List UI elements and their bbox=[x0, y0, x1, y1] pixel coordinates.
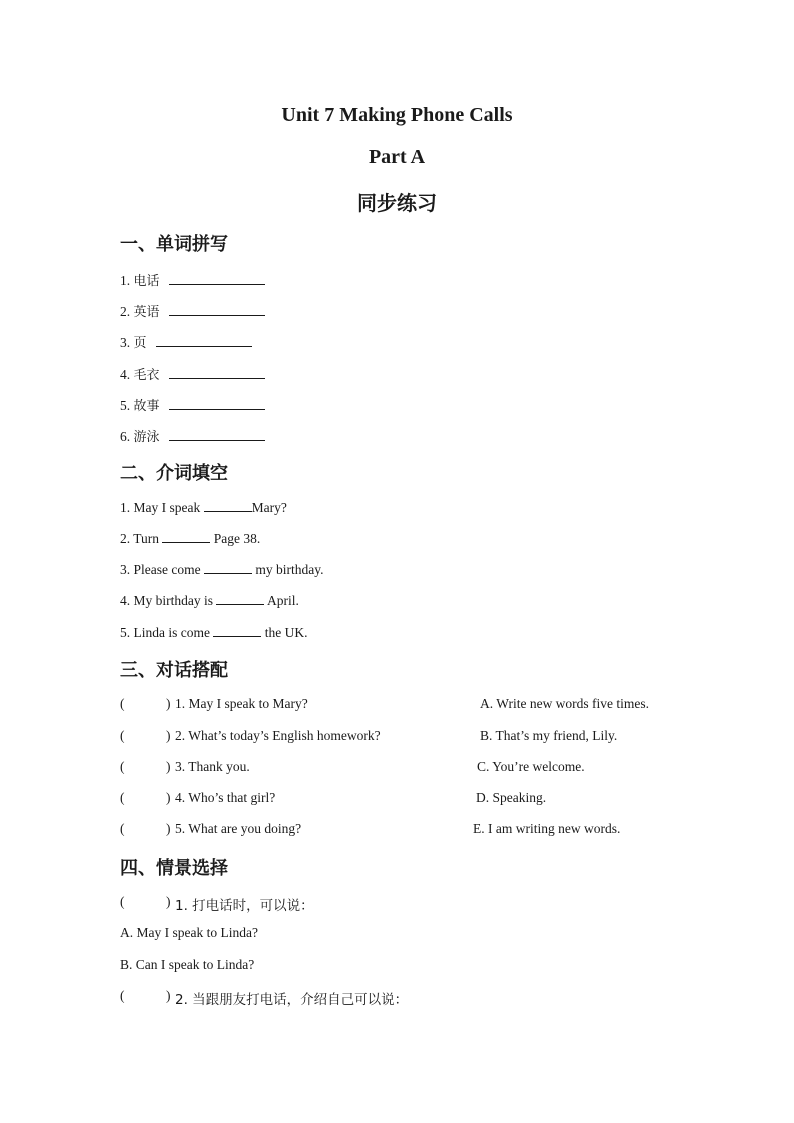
spelling-item bbox=[120, 301, 265, 320]
section-heading-matching: 三、对话搭配 bbox=[120, 660, 228, 681]
matching-question: 2. What’s today’s English homework? bbox=[175, 728, 381, 743]
spelling-item bbox=[120, 395, 265, 414]
section-heading-spelling: 一、单词拼写 bbox=[120, 234, 228, 255]
preposition-item bbox=[120, 530, 260, 547]
matching-question: 3. Thank you. bbox=[175, 759, 250, 774]
item-number: 2. bbox=[120, 304, 131, 319]
matching-question: 1. May I speak to Mary? bbox=[175, 696, 308, 711]
close-paren: ) bbox=[166, 894, 171, 909]
sentence-end: Page 38. bbox=[210, 531, 261, 546]
part-label: Part A bbox=[368, 146, 426, 168]
close-paren: ) bbox=[166, 728, 171, 743]
preposition-item bbox=[120, 624, 307, 641]
sentence-end: Mary? bbox=[251, 500, 287, 515]
item-word: 故事 bbox=[133, 399, 160, 414]
matching-question: 5. What are you doing? bbox=[175, 821, 302, 836]
option-b: B. Can I speak to Linda? bbox=[120, 957, 255, 972]
answer-blank[interactable] bbox=[204, 499, 252, 512]
answer-blank[interactable] bbox=[169, 303, 265, 316]
page-title: Unit 7 Making Phone Calls bbox=[281, 104, 513, 126]
close-paren: ) bbox=[166, 696, 171, 711]
item-word: 电话 bbox=[133, 274, 160, 289]
answer-blank[interactable] bbox=[162, 530, 210, 543]
open-paren: ( bbox=[120, 696, 125, 711]
page-subtitle: 同步练习 bbox=[357, 191, 437, 215]
sentence-start: 3. Please come bbox=[120, 562, 204, 577]
situation-prompt: 2. 当跟朋友打电话，介绍自己可以说： bbox=[175, 992, 409, 1008]
sentence-start: 5. Linda is come bbox=[120, 625, 214, 640]
answer-blank[interactable] bbox=[216, 592, 264, 605]
item-number: 1. bbox=[120, 273, 131, 288]
item-word: 英语 bbox=[133, 305, 160, 320]
close-paren: ) bbox=[166, 759, 171, 774]
item-number: 4. bbox=[120, 367, 131, 382]
answer-blank[interactable] bbox=[204, 561, 252, 574]
close-paren: ) bbox=[166, 821, 171, 836]
matching-answer: D. Speaking. bbox=[476, 790, 547, 805]
item-number: 6. bbox=[120, 429, 131, 444]
answer-blank[interactable] bbox=[169, 428, 265, 441]
open-paren: ( bbox=[120, 790, 125, 805]
item-number: 3. bbox=[120, 335, 131, 350]
matching-answer: C. You’re welcome. bbox=[477, 759, 585, 774]
open-paren: ( bbox=[120, 988, 125, 1003]
spelling-item bbox=[120, 426, 265, 445]
matching-answer: B. That’s my friend, Lily. bbox=[480, 728, 618, 743]
item-number: 5. bbox=[120, 398, 131, 413]
open-paren: ( bbox=[120, 894, 125, 909]
option-a: A. May I speak to Linda? bbox=[120, 925, 258, 940]
matching-answer: E. I am writing new words. bbox=[473, 821, 621, 836]
section-heading-situations: 四、情景选择 bbox=[120, 858, 228, 879]
open-paren: ( bbox=[120, 821, 125, 836]
item-word: 游泳 bbox=[133, 430, 160, 445]
matching-answer: A. Write new words five times. bbox=[480, 696, 650, 711]
situation-prompt: 1. 打电话时，可以说： bbox=[175, 898, 314, 914]
section-heading-prepositions: 二、介词填空 bbox=[120, 463, 228, 484]
spelling-item bbox=[120, 364, 265, 383]
answer-blank[interactable] bbox=[213, 624, 261, 637]
matching-question: 4. Who’s that girl? bbox=[175, 790, 276, 805]
answer-blank[interactable] bbox=[169, 366, 265, 379]
sentence-end: my birthday. bbox=[251, 562, 324, 577]
item-word: 页 bbox=[133, 336, 147, 351]
sentence-end: April. bbox=[264, 593, 299, 608]
sentence-end: the UK. bbox=[261, 625, 308, 640]
sentence-start: 1. May I speak bbox=[120, 500, 204, 515]
answer-blank[interactable] bbox=[169, 272, 265, 285]
preposition-item bbox=[120, 499, 287, 516]
item-word: 毛衣 bbox=[133, 368, 160, 383]
preposition-item bbox=[120, 561, 323, 578]
open-paren: ( bbox=[120, 728, 125, 743]
open-paren: ( bbox=[120, 759, 125, 774]
close-paren: ) bbox=[166, 988, 171, 1003]
close-paren: ) bbox=[166, 790, 171, 805]
answer-blank[interactable] bbox=[169, 397, 265, 410]
spelling-item bbox=[120, 332, 252, 351]
spelling-item bbox=[120, 270, 265, 289]
answer-blank[interactable] bbox=[156, 334, 252, 347]
sentence-start: 2. Turn bbox=[120, 531, 163, 546]
sentence-start: 4. My birthday is bbox=[120, 593, 217, 608]
preposition-item bbox=[120, 592, 299, 609]
